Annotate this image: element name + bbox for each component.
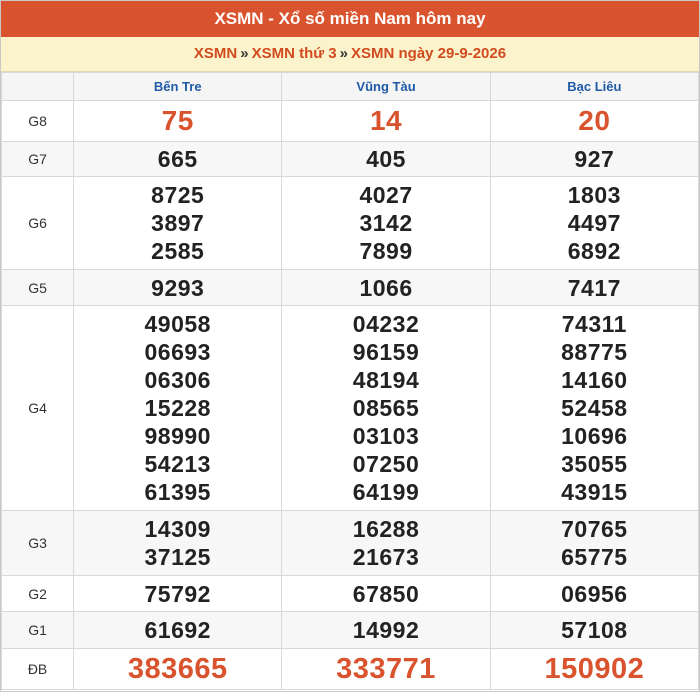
page-title: XSMN - Xổ số miền Nam hôm nay (1, 1, 699, 37)
prize-number: 6892 (567, 238, 621, 264)
prize-cell (490, 511, 698, 576)
prize-cell (74, 511, 282, 576)
prize-cell (282, 270, 490, 306)
prize-number: 06693 (144, 339, 211, 365)
prize-row-g8 (2, 101, 699, 142)
prize-cell (490, 177, 698, 270)
province-bac-lieu[interactable]: Bạc Liêu (490, 73, 698, 101)
breadcrumb-link-date[interactable]: XSMN ngày 29-9-2026 (351, 45, 507, 62)
prize-number: 98990 (144, 423, 211, 449)
prize-number: 383665 (127, 653, 228, 685)
prize-number: 3142 (359, 210, 413, 236)
prize-number: 665 (157, 146, 198, 172)
prize-number: 37125 (144, 544, 211, 570)
prize-label: G3 (2, 511, 74, 576)
prize-cell (282, 142, 490, 177)
prize-number: 15228 (144, 395, 211, 421)
prize-number: 06956 (561, 580, 628, 607)
prize-cell (282, 101, 490, 142)
prize-cell (490, 142, 698, 177)
prize-number: 35055 (561, 451, 628, 477)
prize-cell (490, 649, 698, 690)
prize-cell (490, 270, 698, 306)
prize-number: 49058 (144, 311, 211, 337)
prize-number: 14160 (561, 367, 628, 393)
prize-number: 64199 (352, 479, 420, 505)
prize-number: 04232 (352, 311, 420, 337)
prize-cell (74, 306, 282, 511)
prize-label: G6 (2, 177, 74, 270)
prize-number: 333771 (336, 653, 436, 685)
prize-number: 16288 (352, 516, 420, 542)
prize-number: 74311 (561, 311, 627, 337)
province-ben-tre[interactable]: Bến Tre (74, 73, 282, 101)
prize-row-g5 (2, 270, 699, 306)
prize-number: 4027 (359, 182, 413, 208)
prize-cell (74, 101, 282, 142)
prize-row-g1 (2, 612, 699, 649)
prize-number: 70765 (561, 516, 628, 542)
prize-row-g3 (2, 511, 699, 576)
prize-number: 150902 (544, 653, 645, 685)
prize-cell (74, 649, 282, 690)
prize-cell (74, 142, 282, 177)
prize-number: 75792 (144, 580, 211, 607)
prize-row-g7 (2, 142, 699, 177)
prize-cell (74, 576, 282, 612)
prize-number: 14309 (144, 516, 211, 542)
prize-label: G4 (2, 306, 74, 511)
prize-cell (282, 306, 490, 511)
prize-number: 7417 (567, 274, 621, 301)
prize-number: 61692 (144, 617, 211, 643)
prize-row-db (2, 649, 699, 690)
prize-number: 10696 (561, 423, 628, 449)
prize-number: 06306 (144, 367, 211, 393)
prize-number: 7899 (359, 238, 413, 264)
prize-row-g2 (2, 576, 699, 612)
prize-number: 1066 (359, 274, 413, 301)
prize-number: 3897 (151, 210, 205, 236)
prize-number: 9293 (151, 274, 205, 301)
province-vung-tau[interactable]: Vũng Tàu (282, 73, 490, 101)
prize-label: G7 (2, 142, 74, 177)
prize-label: G1 (2, 612, 74, 649)
prize-number: 08565 (352, 395, 420, 421)
prize-cell (282, 177, 490, 270)
prize-number: 14 (369, 105, 403, 136)
prize-number: 405 (366, 146, 406, 172)
breadcrumb-separator: » (339, 45, 348, 62)
prize-number: 21673 (352, 544, 420, 570)
breadcrumb-separator: » (240, 45, 249, 62)
prize-cell (74, 612, 282, 649)
prize-cell (282, 576, 490, 612)
prize-label: G5 (2, 270, 74, 306)
prize-number: 65775 (561, 544, 628, 570)
prize-number: 20 (578, 105, 611, 136)
prize-number: 57108 (561, 617, 628, 643)
prize-label: ĐB (2, 649, 74, 690)
prize-cell (282, 649, 490, 690)
breadcrumb (1, 37, 699, 72)
prize-number: 54213 (144, 451, 211, 477)
prize-label: G2 (2, 576, 74, 612)
prize-number: 43915 (561, 479, 628, 505)
prize-number: 2585 (151, 238, 205, 264)
prize-number: 67850 (352, 580, 420, 607)
prize-number: 07250 (352, 451, 420, 477)
prize-number: 4497 (567, 210, 621, 236)
prize-label: G8 (2, 101, 74, 142)
prize-number: 61395 (144, 479, 211, 505)
prize-number: 75 (161, 105, 194, 136)
prize-cell (490, 576, 698, 612)
prize-number: 14992 (352, 617, 420, 643)
prize-row-g4 (2, 306, 699, 511)
breadcrumb-link-weekday[interactable]: XSMN thứ 3 (251, 45, 337, 62)
prize-number: 52458 (561, 395, 628, 421)
prize-cell (74, 177, 282, 270)
breadcrumb-link-xsmn[interactable]: XSMN (193, 45, 238, 62)
prize-cell (282, 511, 490, 576)
prize-cell (490, 612, 698, 649)
prize-row-g6 (2, 177, 699, 270)
prize-number: 88775 (561, 339, 628, 365)
province-header-row (2, 73, 699, 101)
prize-number: 8725 (151, 182, 205, 208)
prize-number: 03103 (352, 423, 420, 449)
prize-cell (490, 306, 698, 511)
prize-number: 927 (574, 146, 615, 172)
prize-number: 96159 (352, 339, 420, 365)
results-table (1, 72, 699, 690)
prize-number: 1803 (567, 182, 621, 208)
prize-cell (282, 612, 490, 649)
prize-cell (74, 270, 282, 306)
prize-number: 48194 (352, 367, 420, 393)
prize-column-header (2, 73, 74, 101)
prize-cell (490, 101, 698, 142)
